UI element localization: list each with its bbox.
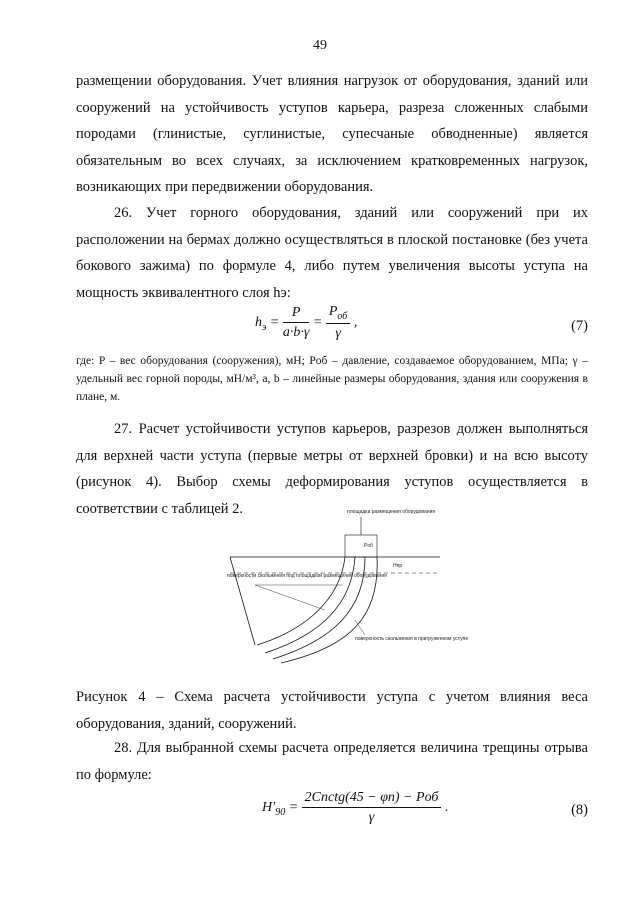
formula-8 xyxy=(262,790,448,826)
formula-8-lhs: H′ xyxy=(262,800,276,816)
figure-4-diagram xyxy=(215,505,469,665)
formula-8-lhs-sub: 90 xyxy=(275,807,286,819)
leader-left xyxy=(255,585,325,610)
figure-label-p: Pоб xyxy=(364,543,373,549)
formula-8-eq: = xyxy=(288,800,299,816)
paragraph-26: 26. Учет горного оборудования, зданий или сооружений при их расположении на бермах должно осуществляться в плоской постановке (без учета бокового зажима) по формуле 4, либо путем увеличения высоты уступа на мощность эквивалентного слоя hэ: xyxy=(76,205,588,301)
formula-7-tail: , xyxy=(353,315,358,331)
paragraph-27: 27. Расчет устойчивости уступов карьеров, разрезов должен выполняться для верхней части уступа (первые метры от верхней бровки) и на всю высоту (рисунок 4). Выбор схемы деформирования уступов осуществляется в соответствии с таблицей 2. xyxy=(76,421,588,517)
slope-face xyxy=(230,557,255,645)
formula-7-lhs: h xyxy=(255,315,262,331)
formula-7-eq2: = xyxy=(312,315,323,331)
page-number: 49 xyxy=(313,38,327,53)
formula-7 xyxy=(255,304,357,342)
formula-7-den1: a·b·γ xyxy=(282,324,310,340)
formula-8-den: γ xyxy=(368,810,375,825)
formula-7-den2: γ xyxy=(335,325,341,341)
formula-8-fraction xyxy=(302,790,442,826)
formula-8-tail: . xyxy=(444,800,449,816)
sliding-surface-1 xyxy=(257,557,345,645)
formula-7-num1: P xyxy=(283,305,310,323)
formula-8-number: (8) xyxy=(571,802,588,818)
formula-7-fraction-1 xyxy=(283,305,310,341)
figure-label-h: Hпр xyxy=(393,563,403,569)
formula-7-num2: $P_{об}$ xyxy=(326,304,350,324)
paragraph-28: 28. Для выбранной схемы расчета определяется величина трещины отрыва по формуле: xyxy=(76,740,588,783)
figure-label-left: поверхности скольжения под площадкой размещения оборудования xyxy=(227,573,387,579)
formula-7-legend: где: P – вес оборудования (сооружения), мН; Pоб – давление, создаваемое оборудованием, МПа; γ – удельный вес горной породы, мН/м³, a, b – линейные размеры оборудования, здания или сооружения в плане, м. xyxy=(76,355,588,403)
figure-label-bottom: поверхность скольжения в пригруженном уступе xyxy=(355,636,469,642)
formula-7-lhs-sub: э xyxy=(262,321,267,333)
formula-7-eq: = xyxy=(269,315,280,331)
formula-7-fraction-2 xyxy=(326,304,350,342)
paragraph-intro: размещении оборудования. Учет влияния нагрузок от оборудования, зданий или сооружений на устойчивость уступов карьера, разреза сложенных слабыми породами (глинистые, суглинистые, супесчаные обводненные) является обязательным во всех случаях, за исключением кратковременных нагрузок, возникающих при передвижении оборудования. xyxy=(76,73,588,195)
figure-caption: Рисунок 4 – Схема расчета устойчивости уступа с учетом влияния веса оборудования, зданий, сооружений. xyxy=(76,689,588,732)
formula-8-num: 2Cпctg(45 − φп) − Pоб xyxy=(302,790,442,808)
formula-7-number: (7) xyxy=(571,318,588,334)
figure-label-top: площадка размещения оборудования xyxy=(347,509,436,515)
